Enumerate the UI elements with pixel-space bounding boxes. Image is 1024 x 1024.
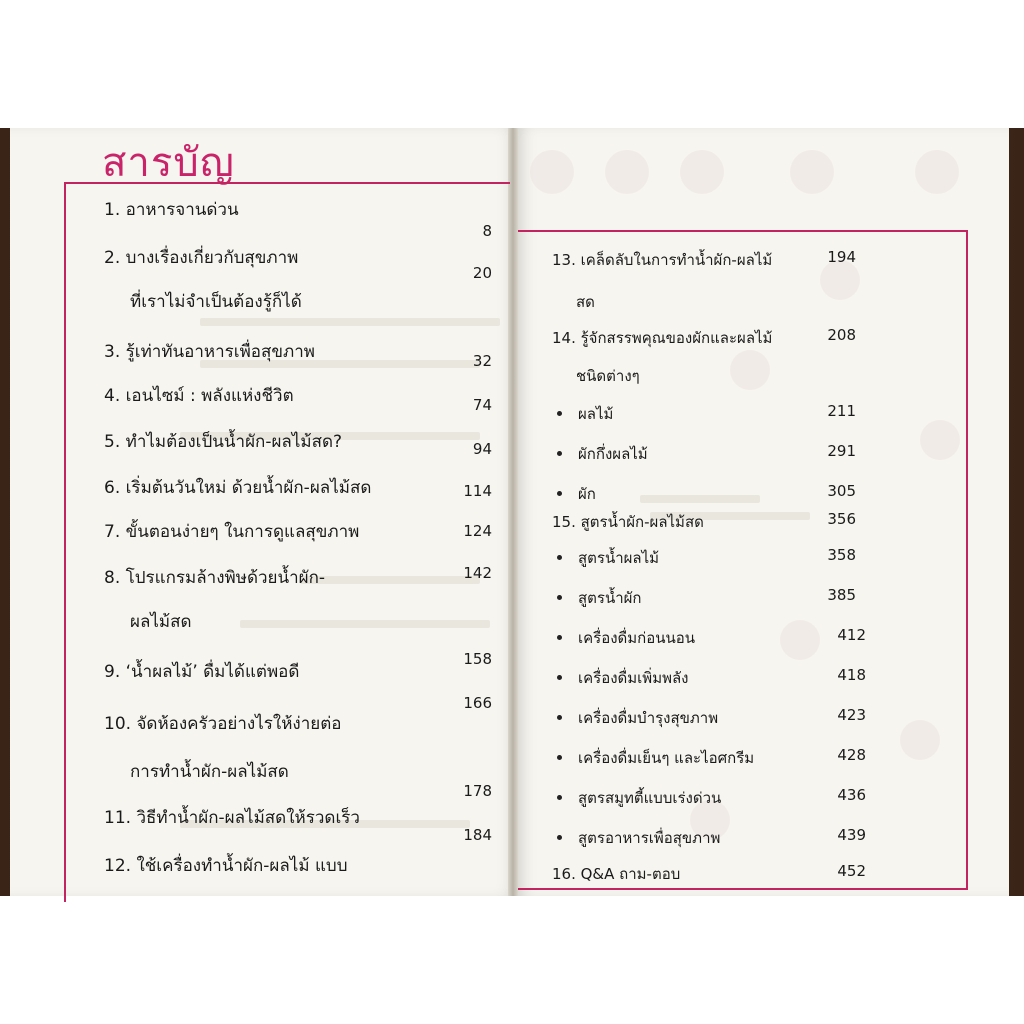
toc-page-number: 184 bbox=[463, 826, 492, 844]
toc-page-number: 418 bbox=[837, 666, 866, 684]
toc-entry: 14. รู้จักสรรพคุณของผักและผลไม้ bbox=[552, 329, 773, 347]
show-through-circle bbox=[680, 150, 724, 194]
toc-entry: 10. จัดห้องครัวอย่างไรให้ง่ายต่อ bbox=[104, 714, 342, 734]
toc-page-number: 74 bbox=[472, 396, 492, 414]
toc-entry: 3. รู้เท่าทันอาหารเพื่อสุขภาพ bbox=[104, 342, 315, 362]
toc-page-number: 356 bbox=[827, 510, 856, 528]
photo-border-bottom bbox=[0, 896, 1024, 1024]
show-through-circle bbox=[605, 150, 649, 194]
toc-page-number: 8 bbox=[482, 222, 492, 240]
toc-page-number: 439 bbox=[837, 826, 866, 844]
toc-subentry: ผักกึ่งผลไม้ bbox=[578, 445, 648, 463]
toc-entry: 4. เอนไซม์ : พลังแห่งชีวิต bbox=[104, 386, 294, 406]
toc-entry: 8. โปรแกรมล้างพิษด้วยน้ำผัก- bbox=[104, 568, 326, 588]
bullet-dot bbox=[557, 491, 562, 496]
toc-page-number: 436 bbox=[837, 786, 866, 804]
toc-entry: 1. อาหารจานด่วน bbox=[104, 200, 239, 220]
toc-page-number: 305 bbox=[827, 482, 856, 500]
toc-entry: 15. สูตรน้ำผัก-ผลไม้สด bbox=[552, 513, 704, 531]
toc-entry: 5. ทำไมต้องเป็นน้ำผัก-ผลไม้สด? bbox=[104, 432, 343, 452]
toc-page-number: 178 bbox=[463, 782, 492, 800]
bullet-dot bbox=[557, 555, 562, 560]
toc-subentry: ผัก bbox=[578, 485, 596, 503]
toc-entry: 12. ใช้เครื่องทำน้ำผัก-ผลไม้ แบบ bbox=[104, 856, 348, 876]
toc-page-number: 142 bbox=[463, 564, 492, 582]
toc-page-number: 124 bbox=[463, 522, 492, 540]
bullet-dot bbox=[557, 595, 562, 600]
toc-entry: 11. วิธีทำน้ำผัก-ผลไม้สดให้รวดเร็ว bbox=[104, 808, 360, 828]
toc-page-number: 208 bbox=[827, 326, 856, 344]
toc-subentry: สูตรสมูทตี้แบบเร่งด่วน bbox=[578, 789, 722, 807]
toc-page-number: 20 bbox=[472, 264, 492, 282]
bullet-dot bbox=[557, 675, 562, 680]
toc-subentry: สูตรน้ำผัก bbox=[578, 589, 642, 607]
toc-page-number: 428 bbox=[837, 746, 866, 764]
toc-page-number: 452 bbox=[837, 862, 866, 880]
toc-entry-continuation: การทำน้ำผัก-ผลไม้สด bbox=[130, 762, 289, 782]
toc-subentry: เครื่องดื่มก่อนนอน bbox=[578, 629, 696, 647]
bullet-dot bbox=[557, 635, 562, 640]
toc-entry-continuation: ที่เราไม่จำเป็นต้องรู้ก็ได้ bbox=[130, 292, 302, 312]
toc-entry: 13. เคล็ดลับในการทำน้ำผัก-ผลไม้ bbox=[552, 251, 773, 269]
show-through-circle bbox=[915, 150, 959, 194]
toc-page-number: 114 bbox=[463, 482, 492, 500]
bullet-dot bbox=[557, 835, 562, 840]
toc-subentry: เครื่องดื่มเพิ่มพลัง bbox=[578, 669, 689, 687]
toc-entry-continuation: สด bbox=[576, 293, 595, 311]
bullet-dot bbox=[557, 795, 562, 800]
toc-page-number: 385 bbox=[827, 586, 856, 604]
toc-page-number: 291 bbox=[827, 442, 856, 460]
toc-subentry: เครื่องดื่มบำรุงสุขภาพ bbox=[578, 709, 719, 727]
toc-subentry: สูตรอาหารเพื่อสุขภาพ bbox=[578, 829, 721, 847]
toc-entry-continuation: ผลไม้สด bbox=[130, 612, 192, 632]
toc-page-number: 358 bbox=[827, 546, 856, 564]
show-through-circle bbox=[790, 150, 834, 194]
show-through-circle bbox=[530, 150, 574, 194]
bullet-dot bbox=[557, 715, 562, 720]
photo-border-top bbox=[0, 0, 1024, 128]
toc-page-number: 423 bbox=[837, 706, 866, 724]
bullet-dot bbox=[557, 411, 562, 416]
toc-entry: 9. ‘น้ำผลไม้’ ดื่มได้แต่พอดี bbox=[104, 662, 300, 682]
toc-page-number: 194 bbox=[827, 248, 856, 266]
toc-page-number: 412 bbox=[837, 626, 866, 644]
toc-entry: 7. ขั้นตอนง่ายๆ ในการดูแลสุขภาพ bbox=[104, 522, 360, 542]
toc-entry-continuation: ชนิดต่างๆ bbox=[576, 367, 640, 385]
bullet-dot bbox=[557, 755, 562, 760]
bullet-dot bbox=[557, 451, 562, 456]
toc-subentry: สูตรน้ำผลไม้ bbox=[578, 549, 660, 567]
toc-page-number: 211 bbox=[827, 402, 856, 420]
toc-page-number: 166 bbox=[463, 694, 492, 712]
toc-page-number: 94 bbox=[472, 440, 492, 458]
toc-entry: 2. บางเรื่องเกี่ยวกับสุขภาพ bbox=[104, 248, 299, 268]
toc-page-number: 32 bbox=[472, 352, 492, 370]
toc-subentry: เครื่องดื่มเย็นๆ และไอศกรีม bbox=[578, 749, 755, 767]
toc-title: สารบัญ bbox=[102, 140, 235, 186]
toc-entry: 6. เริ่มต้นวันใหม่ ด้วยน้ำผัก-ผลไม้สด bbox=[104, 478, 372, 498]
toc-page-number: 158 bbox=[463, 650, 492, 668]
toc-entry: 16. Q&A ถาม-ตอบ bbox=[552, 865, 681, 883]
toc-subentry: ผลไม้ bbox=[578, 405, 614, 423]
